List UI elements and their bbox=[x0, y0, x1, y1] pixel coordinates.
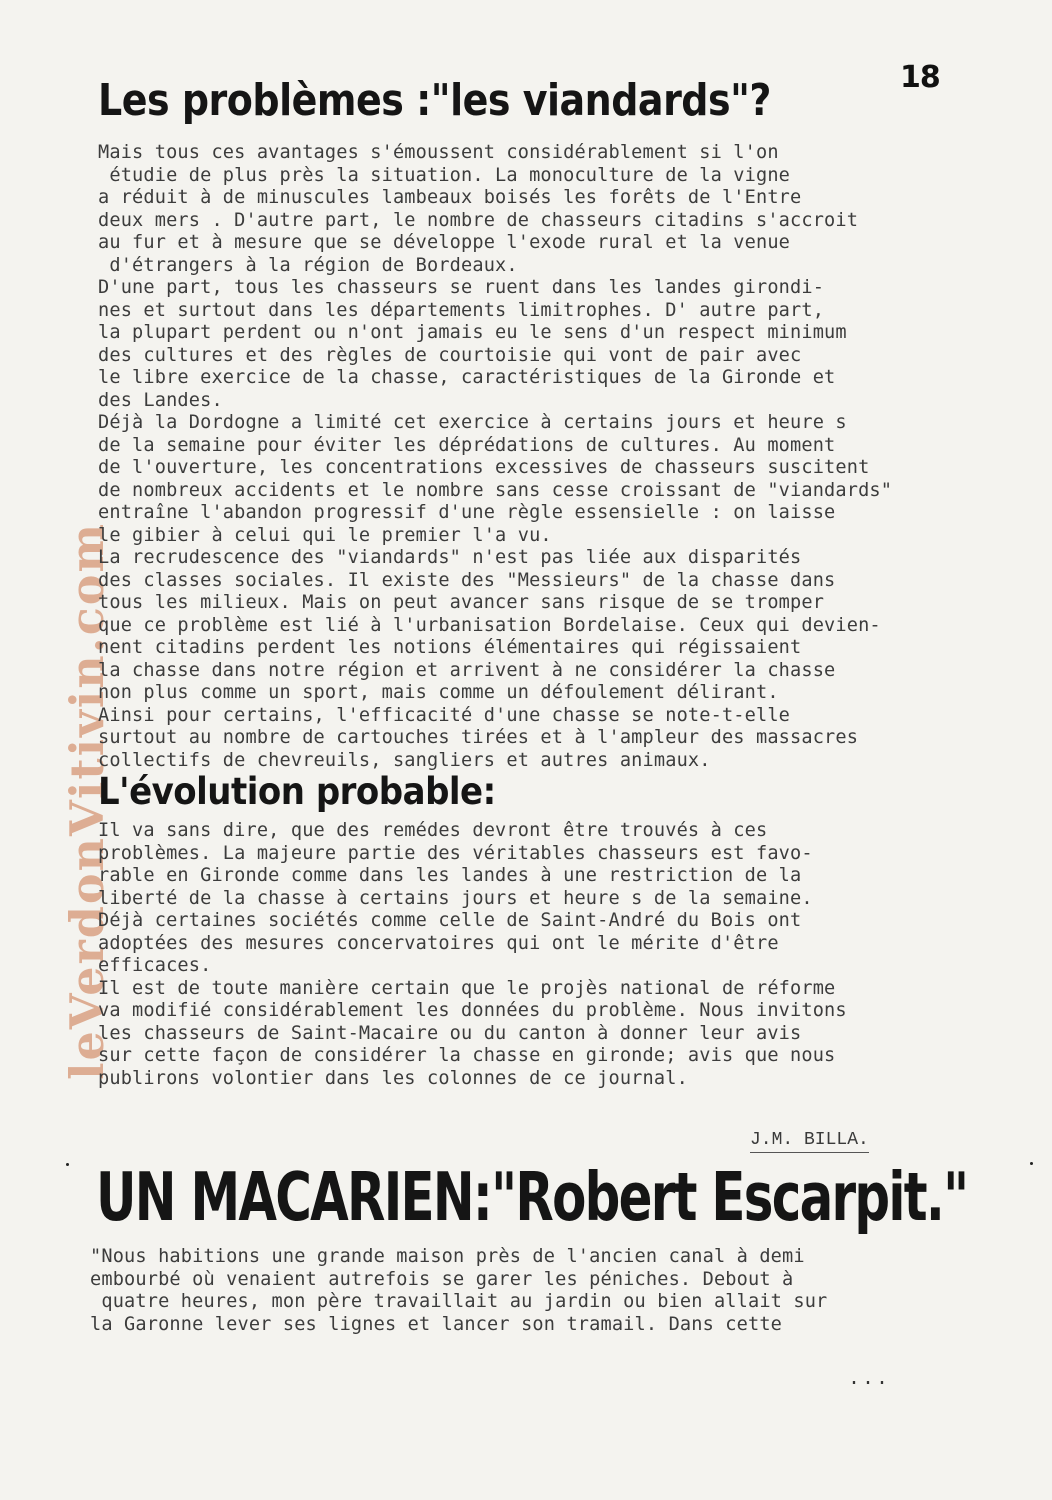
article-1-line: de nombreux accidents et le nombre sans cesse croissant de "viandards" bbox=[98, 479, 893, 501]
article-2-line: rable en Gironde comme dans les landes à une restriction de la bbox=[98, 865, 802, 886]
article-2-line: Déjà certaines sociétés comme celle de Saint-André du Bois ont bbox=[98, 910, 802, 931]
article-2-title: L'évolution probable: bbox=[98, 770, 496, 814]
article-2-line: les chasseurs de Saint-Macaire ou du canton à donner leur avis bbox=[98, 1022, 802, 1044]
article-2-line: efficaces. bbox=[98, 955, 212, 976]
article-1-line: des cultures et des règles de courtoisie qui vont de pair avec bbox=[98, 344, 802, 366]
article-3-line: "Nous habitions une grande maison près de l'ancien canal à demi bbox=[90, 1246, 805, 1267]
article-3-line: quatre heures, mon père travaillait au jardin ou bien allait sur bbox=[90, 1291, 828, 1312]
watermark: leVerdonVitivin.com bbox=[60, 521, 114, 1080]
article-1-line: tous les milieux. Mais on peut avancer sans risque de se tromper bbox=[98, 592, 825, 613]
article-2-line: sur cette façon de considérer la chasse en gironde; avis que nous bbox=[98, 1045, 836, 1066]
article-1-line: deux mers . D'autre part, le nombre de chasseurs citadins s'accroit bbox=[98, 209, 859, 231]
ink-speck bbox=[1030, 1162, 1033, 1165]
article-1-line: Ainsi pour certains, l'efficacité d'une chasse se note-t-elle bbox=[98, 704, 791, 726]
continuation-ellipsis: ... bbox=[848, 1368, 891, 1391]
article-1-line: non plus comme un sport, mais comme un défoulement délirant. bbox=[98, 682, 779, 703]
article-1-line: a réduit à de minuscules lambeaux boisés les forêts de l'Entre bbox=[98, 187, 802, 208]
article-2-line: liberté de la chasse à certains jours et heure s de la semaine. bbox=[98, 887, 813, 909]
page-number: 18 bbox=[900, 60, 940, 95]
article-3-body bbox=[90, 1246, 827, 1336]
article-1-line: la chasse dans notre région et arrivent à ne considérer la chasse bbox=[98, 659, 836, 681]
article-2-line: va modifié considérablement les données du problème. Nous invitons bbox=[98, 1000, 847, 1021]
article-1-line: le libre exercice de la chasse, caractéristiques de la Gironde et bbox=[98, 367, 836, 388]
article-1-line: des classes sociales. Il existe des "Messieurs" de la chasse dans bbox=[98, 569, 836, 591]
article-1-line: surtout au nombre de cartouches tirées et à l'ampleur des massacres bbox=[98, 727, 859, 748]
article-1-line: Déjà la Dordogne a limité cet exercice à certains jours et heure s bbox=[98, 412, 847, 433]
article-1-line: d'étrangers à la région de Bordeaux. bbox=[98, 254, 518, 276]
article-1-line: la plupart perdent ou n'ont jamais eu le sens d'un respect minimum bbox=[98, 322, 847, 343]
article-1-line: D'une part, tous les chasseurs se ruent dans les landes girondi- bbox=[98, 277, 825, 298]
article-1-line: La recrudescence des "viandards" n'est pas liée aux disparités bbox=[98, 547, 802, 568]
author-signature: J.M. BILLA. bbox=[750, 1130, 869, 1153]
article-1-line: au fur et à mesure que se développe l'exode rural et la venue bbox=[98, 232, 791, 253]
article-2-line: problèmes. La majeure partie des véritables chasseurs est favo- bbox=[98, 842, 813, 864]
article-3-line: la Garonne lever ses lignes et lancer son tramail. Dans cette bbox=[90, 1313, 783, 1335]
article-2-line: Il va sans dire, que des remédes devront être trouvés à ces bbox=[98, 820, 768, 841]
article-1-title: Les problèmes :"les viandards"? bbox=[98, 74, 771, 126]
article-1-line: étudie de plus près la situation. La monoculture de la vigne bbox=[98, 164, 791, 186]
article-1-line: de l'ouverture, les concentrations excessives de chasseurs suscitent bbox=[98, 457, 870, 478]
article-1-body bbox=[98, 142, 892, 772]
article-1-line: que ce problème est lié à l'urbanisation Bordelaise. Ceux qui devien- bbox=[98, 614, 881, 636]
article-3-title: UN MACARIEN:"Robert Escarpit." bbox=[96, 1158, 968, 1237]
article-1-line: collectifs de chevreuils, sangliers et autres animaux. bbox=[98, 749, 711, 771]
article-1-line: entraîne l'abandon progressif d'une règle essensielle : on laisse bbox=[98, 502, 836, 523]
article-2-body bbox=[98, 820, 847, 1090]
article-2-line: adoptées des mesures concervatoires qui ont le mérite d'être bbox=[98, 932, 779, 954]
article-1-line: des Landes. bbox=[98, 389, 223, 411]
article-2-line: publirons volontier dans les colonnes de ce journal. bbox=[98, 1067, 688, 1089]
article-1-line: le gibier à celui qui le premier l'a vu. bbox=[98, 524, 552, 546]
article-1-line: Mais tous ces avantages s'émoussent considérablement si l'on bbox=[98, 142, 779, 163]
article-1-line: de la semaine pour éviter les déprédations de cultures. Au moment bbox=[98, 434, 836, 456]
article-3-line: embourbé où venaient autrefois se garer les péniches. Debout à bbox=[90, 1268, 794, 1290]
ink-speck bbox=[66, 1163, 69, 1166]
article-2-line: Il est de toute manière certain que le projès national de réforme bbox=[98, 977, 836, 999]
article-1-line: nent citadins perdent les notions élémentaires qui régissaient bbox=[98, 637, 802, 658]
article-1-line: nes et surtout dans les départements limitrophes. D' autre part, bbox=[98, 299, 825, 321]
